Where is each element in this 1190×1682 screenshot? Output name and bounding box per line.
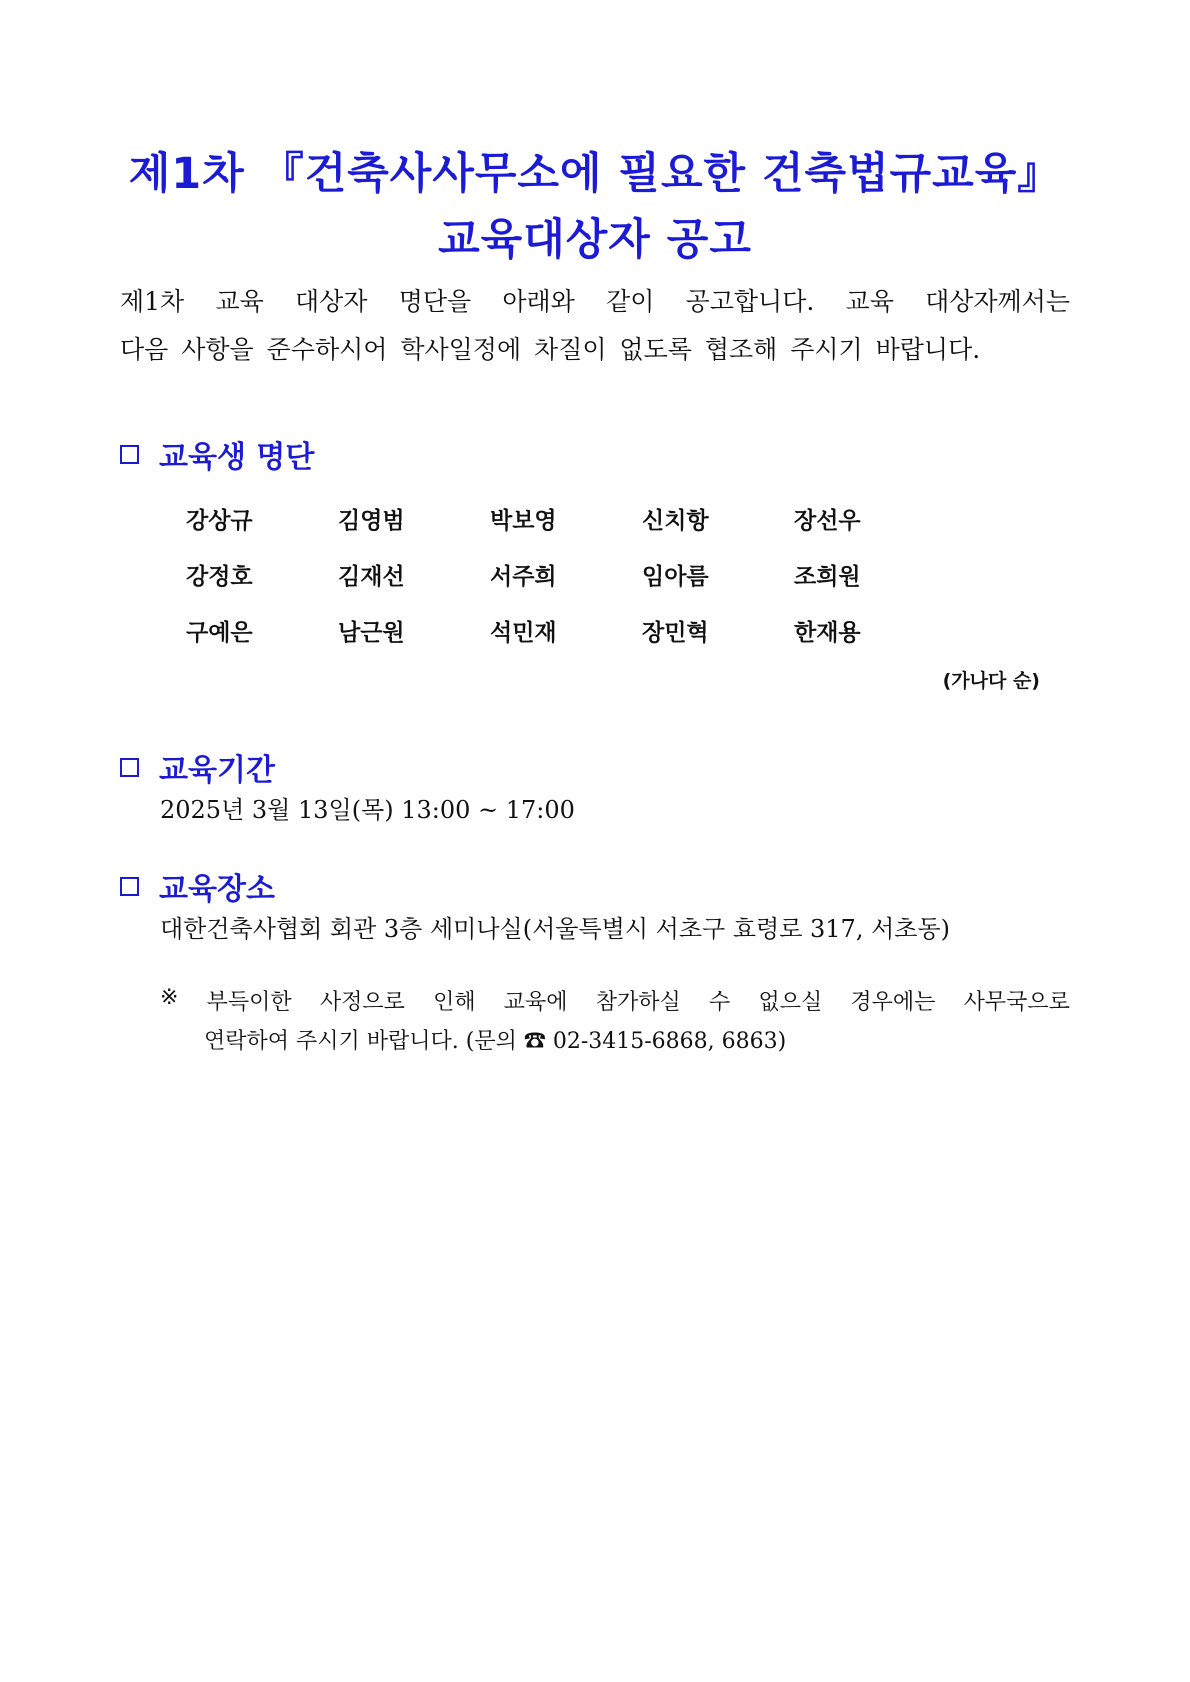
intro-word: 같이: [606, 287, 655, 316]
student-name: 구예은: [186, 619, 253, 646]
intro-word: 대상자께서는: [925, 287, 1070, 316]
notice-word: 없으실: [758, 990, 823, 1015]
notice-word: 사무국으로: [963, 990, 1070, 1015]
section-heading-students: [120, 432, 314, 476]
name-row: [186, 602, 966, 658]
checkbox-square-icon: [120, 758, 139, 777]
student-name: 김영범: [338, 507, 405, 534]
student-name: 남근원: [338, 619, 405, 646]
sort-order-note: (가나다 순): [942, 670, 1040, 692]
intro-word: 대상자: [295, 287, 368, 316]
reference-mark-icon: ※: [160, 985, 179, 1010]
notice-word: 부득이한: [206, 990, 292, 1015]
section-heading-period: [120, 745, 275, 789]
notice-word: 참가하실: [595, 990, 681, 1015]
notice-word: 교육에: [503, 990, 568, 1015]
student-name: 김재선: [338, 563, 405, 590]
intro-word: 아래와: [502, 287, 575, 316]
student-name: 임아름: [642, 563, 709, 590]
notice-word: 경우에는: [850, 990, 936, 1015]
student-name: 장선우: [794, 507, 861, 534]
notice-line-1: [160, 985, 1070, 1016]
checkbox-square-icon: [120, 877, 139, 896]
document-title-line-1: 제1차 『건축사사무소에 필요한 건축법규교육』: [128, 149, 1062, 199]
intro-word: 교육: [215, 287, 264, 316]
notice-word: 사정으로: [319, 990, 405, 1015]
student-name: 석민재: [490, 619, 557, 646]
name-row: [186, 546, 966, 602]
student-name: 장민혁: [642, 619, 709, 646]
section-heading-label: 교육기간: [159, 753, 275, 788]
student-name: 한재용: [794, 619, 861, 646]
section-heading-label: 교육장소: [159, 872, 275, 907]
education-period-text: 2025년 3월 13일(목) 13:00 ~ 17:00: [160, 796, 575, 824]
intro-word: 명단을: [398, 287, 472, 316]
contact-notice: [160, 985, 1070, 1055]
student-name: 조희원: [794, 563, 861, 590]
intro-word: 교육: [845, 287, 894, 316]
section-heading-place: [120, 864, 275, 908]
intro-word: 제1차: [120, 287, 185, 316]
notice-line-2: 연락하여 주시기 바랍니다. (문의 ☎ 02-3415-6868, 6863): [204, 1029, 787, 1054]
checkbox-square-icon: [120, 445, 139, 464]
education-place-text: 대한건축사협회 회관 3층 세미나실(서울특별시 서초구 효령로 317, 서초동): [160, 915, 950, 943]
student-name: 박보영: [490, 507, 557, 534]
section-heading-label: 교육생 명단: [159, 440, 315, 475]
name-row: [186, 490, 966, 546]
document-title-line-2: 교육대상자 공고: [438, 215, 752, 265]
notice-word: 수: [708, 990, 731, 1015]
student-name: 강상규: [186, 507, 253, 534]
student-name: 서주희: [490, 563, 557, 590]
student-name: 강정호: [186, 563, 253, 590]
student-name-list: [186, 490, 966, 658]
student-name: 신치항: [642, 507, 709, 534]
notice-word: 인해: [433, 990, 476, 1015]
intro-word: 공고합니다.: [685, 287, 815, 316]
intro-line-2: 다음 사항을 준수하시어 학사일정에 차질이 없도록 협조해 주시기 바랍니다.: [120, 335, 981, 364]
intro-line-1: [120, 282, 1070, 318]
